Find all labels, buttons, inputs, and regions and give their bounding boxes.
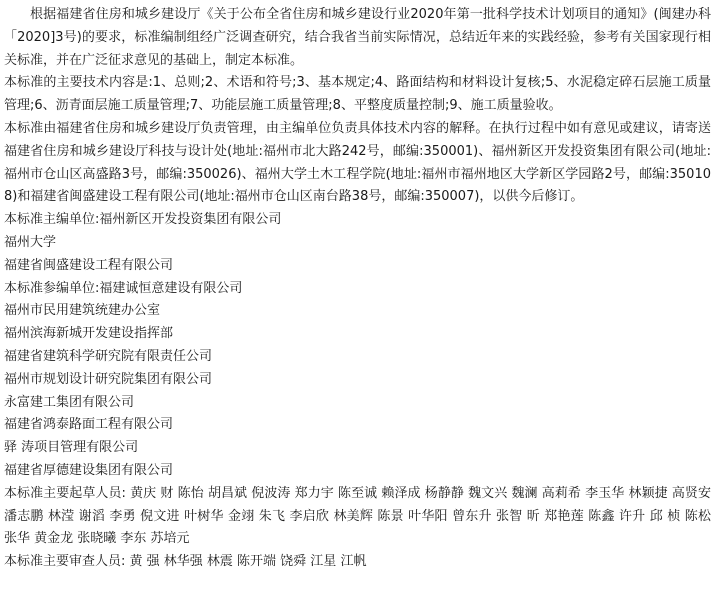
participating-unit-line: 永富建工集团有限公司 xyxy=(4,394,135,410)
main-content-paragraph: 本标准的主要技术内容是:1、总则;2、术语和符号;3、基本规定;4、路面结构和材料设计复核;5、水泥稳定碎石层施工质量管理;6、沥青面层施工质量管理;7、功能层施工质量管理;8、平整度质量控制;9、施工质量验收。 xyxy=(4,75,711,114)
intro-paragraph: 根据福建省住房和城乡建设厅《关于公布全省住房和城乡建设行业2020年第一批科学技术计划项目的通知》(闽建办科「2020]3号)的要求，标准编制组经广泛调查研究，结合我省当前实际情况，总结近年来的实践经验，参考有关国家现行相关标准，并在广泛征求意见的基础上，制定本标准。 xyxy=(4,7,711,68)
participating-unit-line: 福州市民用建筑统建办公室 xyxy=(4,303,161,319)
chief-editor-unit-line: 福州大学 xyxy=(4,234,57,250)
participating-unit-line: 本标准参编单位:福建诚恒意建设有限公司 xyxy=(4,280,243,296)
drafters-paragraph: 本标准主要起草人员: 黄庆 财 陈怡 胡昌斌 倪波涛 郑力宇 陈至诚 赖泽成 杨静静 魏文兴 魏澜 高莉希 李玉华 林颖捷 高贤安 潘志鹏 林滢 谢滔 李勇 倪文进 叶树华 金翊 朱飞 李启欣 林美辉 陈景 叶华阳 曾东升 张智 昕 郑艳莲 陈鑫 许升 邱 桢 陈松 张华 黄金龙 张晓曦 李东 苏培元 xyxy=(4,485,711,547)
reviewers-paragraph: 本标准主要审查人员: 黄 强 林华强 林震 陈开端 饶舜 江星 江帆 xyxy=(4,554,367,570)
management-paragraph: 本标准由福建省住房和城乡建设厅负责管理，由主编单位负责具体技术内容的解释。在执行过程中如有意见或建议，请寄送福建省住房和城乡建设厅科技与设计处(地址:福州市北大路242号，邮编:350001)、福州新区开发投资集团有限公司(地址:福州市仓山区高盛路3号，邮编:350026)、福州大学土木工程学院(地址:福州市福州地区大学新区学园路2号，邮编:350108)和福建省闽盛建设工程有限公司(地址:福州市仓山区南台路38号，邮编:350007)，以供今后修订。 xyxy=(4,120,711,205)
participating-unit-line: 福建省建筑科学研究院有限责任公司 xyxy=(4,348,213,364)
participating-unit-line: 福州市规划设计研究院集团有限公司 xyxy=(4,371,213,387)
chief-editor-unit-line: 福建省闽盛建设工程有限公司 xyxy=(4,257,174,273)
participating-unit-line: 驿 涛项目管理有限公司 xyxy=(4,440,139,456)
participating-unit-line: 福建省鸿泰路面工程有限公司 xyxy=(4,417,174,433)
chief-editor-unit-line: 本标准主编单位:福州新区开发投资集团有限公司 xyxy=(4,212,282,228)
participating-unit-line: 福建省厚德建设集团有限公司 xyxy=(4,462,174,478)
participating-unit-line: 福州滨海新城开发建设指挥部 xyxy=(4,326,174,342)
